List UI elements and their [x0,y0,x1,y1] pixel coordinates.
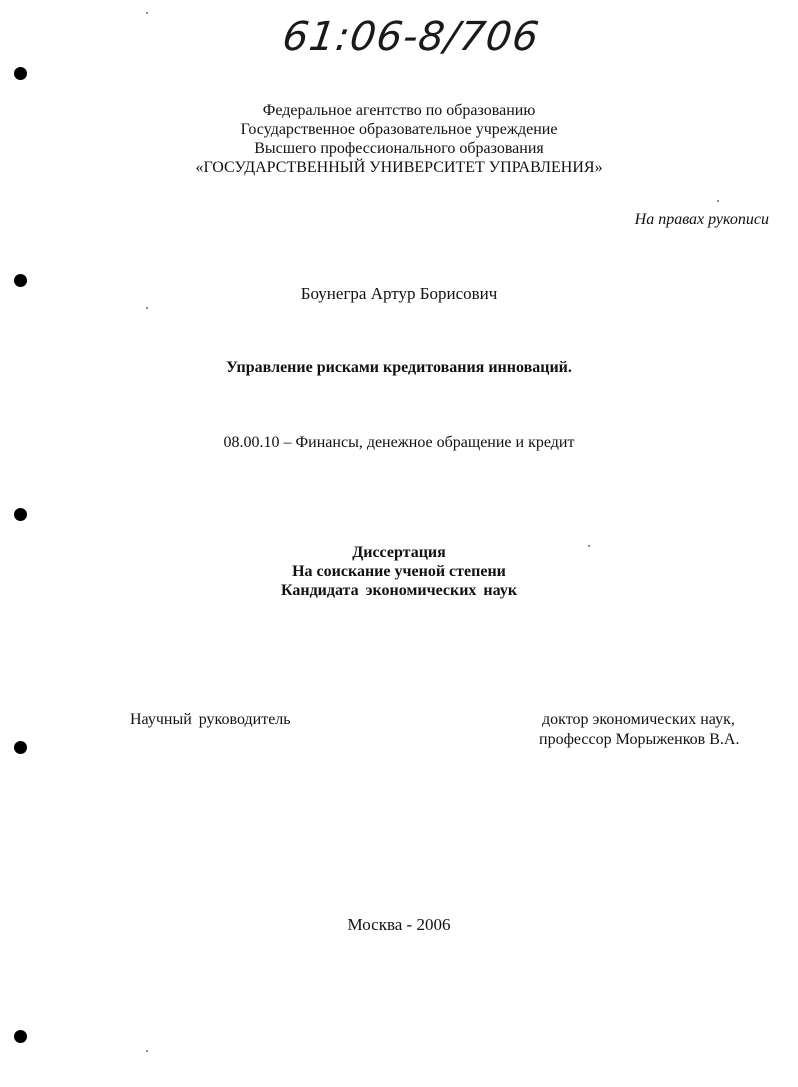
specialty-code: 08.00.10 – Финансы, денежное обращение и кредит [223,434,575,451]
supervisor-label: Научный руководитель [130,711,291,728]
dissertation-title: Управление рисками кредитования инноваций. [226,359,572,376]
city-year: Москва - 2006 [347,915,451,934]
degree-line-3: Кандидата экономических наук [280,582,518,599]
scan-speck [717,200,719,202]
scan-speck [146,307,148,309]
manuscript-note: На правах рукописи [634,211,769,228]
institution-line-2: Государственное образовательное учреждение [240,121,558,138]
institution-line-3: Высшего профессионального образования [254,140,544,157]
institution-line-4: «ГОСУДАРСТВЕННЫЙ УНИВЕРСИТЕТ УПРАВЛЕНИЯ» [195,159,603,176]
degree-line-1: Диссертация [352,544,446,561]
institution-line-1: Федеральное агентство по образованию [262,102,536,119]
binder-hole [14,1030,27,1043]
binder-hole [14,67,27,80]
supervisor-credentials-line-1: доктор экономических наук, [542,711,735,728]
binder-hole [14,741,27,754]
supervisor-credentials-line-2: профессор Морыженков В.А. [539,731,740,748]
scan-speck [146,12,148,14]
scan-speck [146,1050,148,1052]
handwritten-archive-mark: 61:06-8/706 [279,14,543,60]
degree-line-2: На соискание ученой степени [292,563,506,580]
author-name: Боунегра Артур Борисович [300,284,498,303]
binder-hole [14,508,27,521]
